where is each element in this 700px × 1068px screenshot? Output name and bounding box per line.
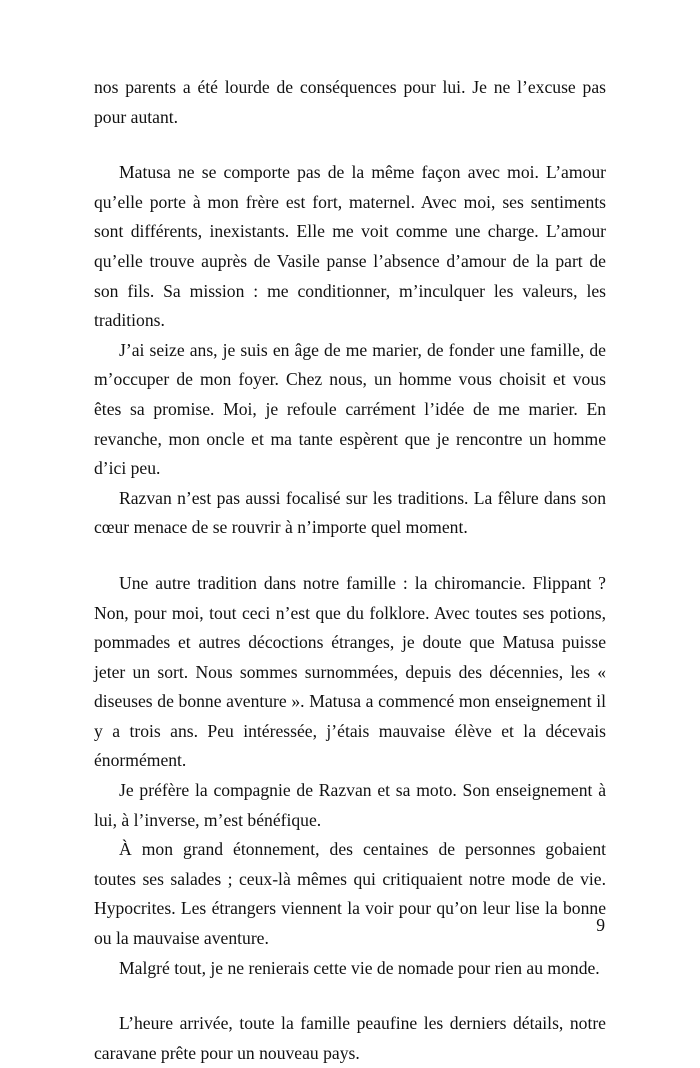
paragraph-seize-ans: J’ai seize ans, je suis en âge de me marier, de fonder une famille, de m’occuper de mon foyer. Chez nous, un homme vous choisit et vous êtes sa promise. Moi, je refoule carrément l’idée de me marier. En revanche, mon oncle et ma tante espèrent que je rencontre un homme d’ici peu. xyxy=(94,339,606,479)
paragraph-chiromancie: Une autre tradition dans notre famille : la chiromancie. Flippant ? Non, pour moi, tout ceci n’est que du folklore. Avec toutes ses potions, pommades et autres décoctions étranges, je doute que Matusa puisse jeter un sort. Nous sommes surnommées, depuis des décennies, les « diseuses de bonne aventure ». Matusa a commencé mon enseignement il y a trois ans. Peu intéressée, j’étais mauvaise élève et la décevais énormément. xyxy=(94,572,606,771)
paragraph-nomade: Malgré tout, je ne renierais cette vie de nomade pour rien au monde. xyxy=(119,957,600,978)
paragraph-continued: nos parents a été lourde de conséquences pour lui. Je ne l’excuse pas pour autant. xyxy=(94,77,606,127)
paragraph-salades: À mon grand étonnement, des centaines de personnes gobaient toutes ses salades ; ceux-là mêmes qui critiquaient notre mode de vie. Hypocrites. Les étrangers viennent la voir pour qu’on leur lise la bonne ou la mauvaise aventure. xyxy=(94,839,606,949)
page-number: 9 xyxy=(596,915,605,935)
paragraph-razvan: Razvan n’est pas aussi focalisé sur les traditions. La fêlure dans son cœur menace de se rouvrir à n’importe quel moment. xyxy=(94,487,606,538)
paragraph-matusa: Matusa ne se comporte pas de la même façon avec moi. L’amour qu’elle porte à mon frère est fort, maternel. Avec moi, ses sentiments sont différents, inexistants. Elle me voit comme une charge. L’amour qu’elle trouve auprès de Vasile panse l’absence d’amour de la part de son fils. Sa mission : me conditionner, m’inculquer les valeurs, les traditions. xyxy=(94,162,606,331)
paragraph-caravane: L’heure arrivée, toute la famille peaufine les derniers détails, notre caravane prête pour un nouveau pays. xyxy=(94,1013,606,1063)
paragraph-moto: Je préfère la compagnie de Razvan et sa moto. Son enseignement à lui, à l’inverse, m’est bénéfique. xyxy=(94,780,606,830)
page-body xyxy=(94,73,606,1068)
